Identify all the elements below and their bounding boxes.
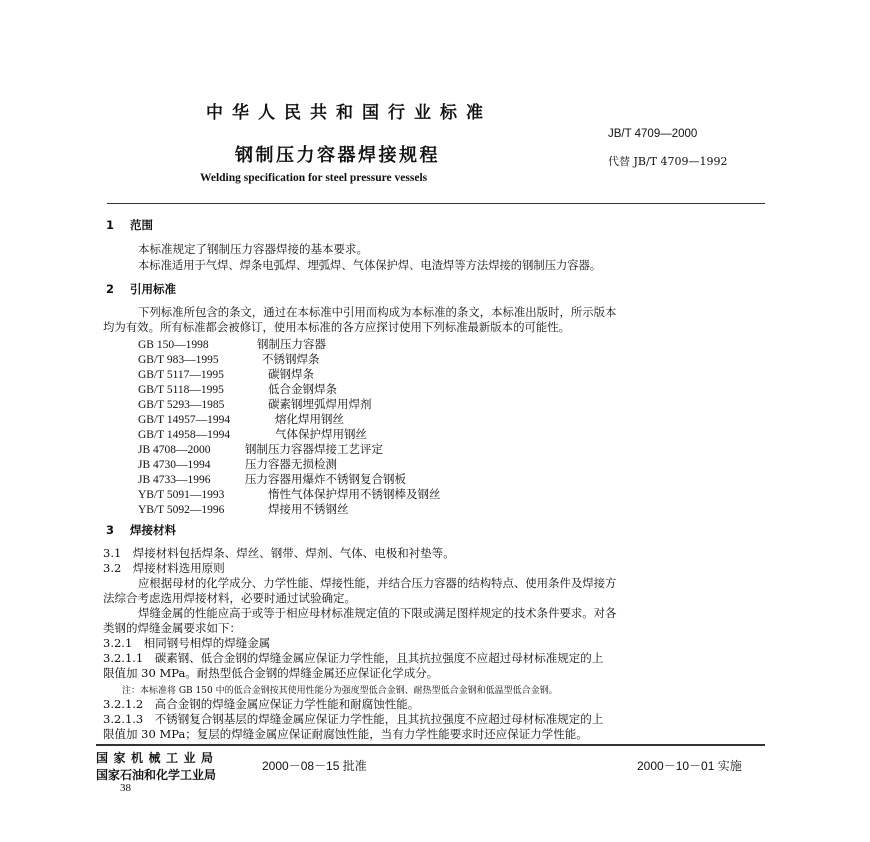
clause-3-2-1-2: 3.2.1.2 高合金钢的焊缝金属应保证力学性能和耐腐蚀性能。 <box>103 697 420 711</box>
document-title: 钢制压力容器焊接规程 <box>235 145 440 166</box>
paragraph: 法综合考虑选用焊接材料，必要时通过试验确定。 <box>103 591 356 605</box>
reference-item <box>138 336 326 352</box>
reference-name: 气体保护焊用钢丝 <box>275 427 367 441</box>
paragraph: 类钢的焊缝金属要求如下： <box>103 621 241 635</box>
section-number: 1 <box>106 218 115 232</box>
reference-name: 钢制压力容器焊接工艺评定 <box>245 442 383 456</box>
reference-name: 压力容器用爆炸不锈钢复合钢板 <box>245 472 406 486</box>
reference-code: GB/T 983—1995 <box>138 354 219 366</box>
issuing-authority-2: 国家石油和化学工业局 <box>96 768 217 782</box>
section-title: 范围 <box>130 218 154 232</box>
reference-name: 压力容器无损检测 <box>245 457 337 471</box>
section-title: 焊接材料 <box>130 523 177 537</box>
section-3-heading <box>106 522 176 538</box>
reference-name: 低合金钢焊条 <box>268 382 337 396</box>
reference-name: 不锈钢焊条 <box>262 352 320 366</box>
paragraph: 均为有效。所有标准都会被修订，使用本标准的各方应探讨使用下列标准最新版本的可能性。 <box>103 320 571 334</box>
note: 注：本标准将 GB 150 中的低合金钢按其使用性能分为强度型低合金钢、耐热型低合金钢和低温型低合金钢。 <box>122 686 558 696</box>
reference-item <box>138 381 337 397</box>
reference-item <box>138 396 372 412</box>
reference-code: GB/T 14957—1994 <box>138 414 231 426</box>
reference-name: 钢制压力容器 <box>257 337 326 351</box>
reference-item <box>138 351 320 367</box>
paragraph: 下列标准所包含的条文，通过在本标准中引用而构成为本标准的条文，本标准出版时，所示版本 <box>138 305 617 319</box>
reference-code: GB/T 14958—1994 <box>138 429 231 441</box>
section-title: 引用标准 <box>130 282 177 296</box>
reference-item <box>138 471 406 487</box>
reference-code: GB/T 5117—1995 <box>138 369 224 381</box>
reference-item <box>138 366 314 382</box>
reference-item <box>138 501 349 517</box>
reference-code: GB/T 5118—1995 <box>138 384 224 396</box>
section-number: 2 <box>106 282 115 296</box>
section-number: 3 <box>106 523 115 537</box>
reference-code: YB/T 5092—1996 <box>138 504 225 516</box>
paragraph: 应根据母材的化学成分、力学性能、焊接性能，并结合压力容器的结构特点、使用条件及焊接方 <box>138 576 617 590</box>
reference-name: 焊接用不锈钢丝 <box>268 502 349 516</box>
reference-name: 惰性气体保护焊用不锈钢棒及钢丝 <box>268 487 441 501</box>
clause-3-2-1-3: 3.2.1.3 不锈钢复合钢基层的焊缝金属应保证力学性能，且其抗拉强度不应超过母材标准规定的上 <box>103 712 604 726</box>
section-1-heading <box>106 217 153 233</box>
implementation-date: 2000－10－01 实施 <box>637 759 742 773</box>
reference-name: 碳钢焊条 <box>268 367 314 381</box>
reference-item <box>138 441 383 457</box>
paragraph: 限值加 30 MPa；复层的焊缝金属应保证耐腐蚀性能，当有力学性能要求时还应保证力学性能。 <box>103 727 588 741</box>
clause-3-2-1: 3.2.1 相同钢号相焊的焊缝金属 <box>103 636 271 650</box>
clause-3-2-1-1: 3.2.1.1 碳素钢、低合金钢的焊缝金属应保证力学性能，且其抗拉强度不应超过母材标准规定的上 <box>103 651 604 665</box>
standard-code: JB/T 4709—2000 <box>608 128 698 140</box>
reference-item <box>138 426 367 442</box>
clause-3-2: 3.2 焊接材料选用原则 <box>103 561 225 575</box>
reference-name: 碳素钢埋弧焊用焊剂 <box>268 397 372 411</box>
reference-code: JB 4733—1996 <box>138 474 211 486</box>
approval-date: 2000－08－15 批准 <box>262 759 367 773</box>
paragraph: 焊缝金属的性能应高于或等于相应母材标准规定值的下限或满足图样规定的技术条件要求。对各 <box>138 606 617 620</box>
paragraph: 本标准适用于气焊、焊条电弧焊、埋弧焊、气体保护焊、电渣焊等方法焊接的钢制压力容器。 <box>138 259 602 272</box>
header-divider <box>107 203 765 204</box>
issuing-category: 中华人民共和国行业标准 <box>206 103 492 123</box>
section-2-heading <box>106 281 176 297</box>
reference-item <box>138 456 337 472</box>
paragraph: 本标准规定了钢制压力容器焊接的基本要求。 <box>138 242 368 256</box>
replaces-standard: 代替 JB/T 4709—1992 <box>608 155 728 168</box>
page-number: 38 <box>120 782 131 794</box>
reference-code: GB 150—1998 <box>138 339 209 351</box>
paragraph: 限值加 30 MPa。耐热型低合金钢的焊缝金属还应保证化学成分。 <box>103 666 439 680</box>
reference-name: 熔化焊用钢丝 <box>275 412 344 426</box>
clause-3-1: 3.1 焊接材料包括焊条、焊丝、钢带、焊剂、气体、电极和衬垫等。 <box>103 546 455 560</box>
reference-code: JB 4730—1994 <box>138 459 211 471</box>
reference-item <box>138 486 441 502</box>
reference-code: GB/T 5293—1985 <box>138 399 225 411</box>
reference-item <box>138 411 344 427</box>
footer-divider <box>96 744 765 746</box>
issuing-authority-1: 国家机械工业局 <box>96 751 219 765</box>
reference-code: YB/T 5091—1993 <box>138 489 225 501</box>
reference-code: JB 4708—2000 <box>138 444 211 456</box>
document-title-english: Welding specification for steel pressure vessels <box>200 172 428 184</box>
